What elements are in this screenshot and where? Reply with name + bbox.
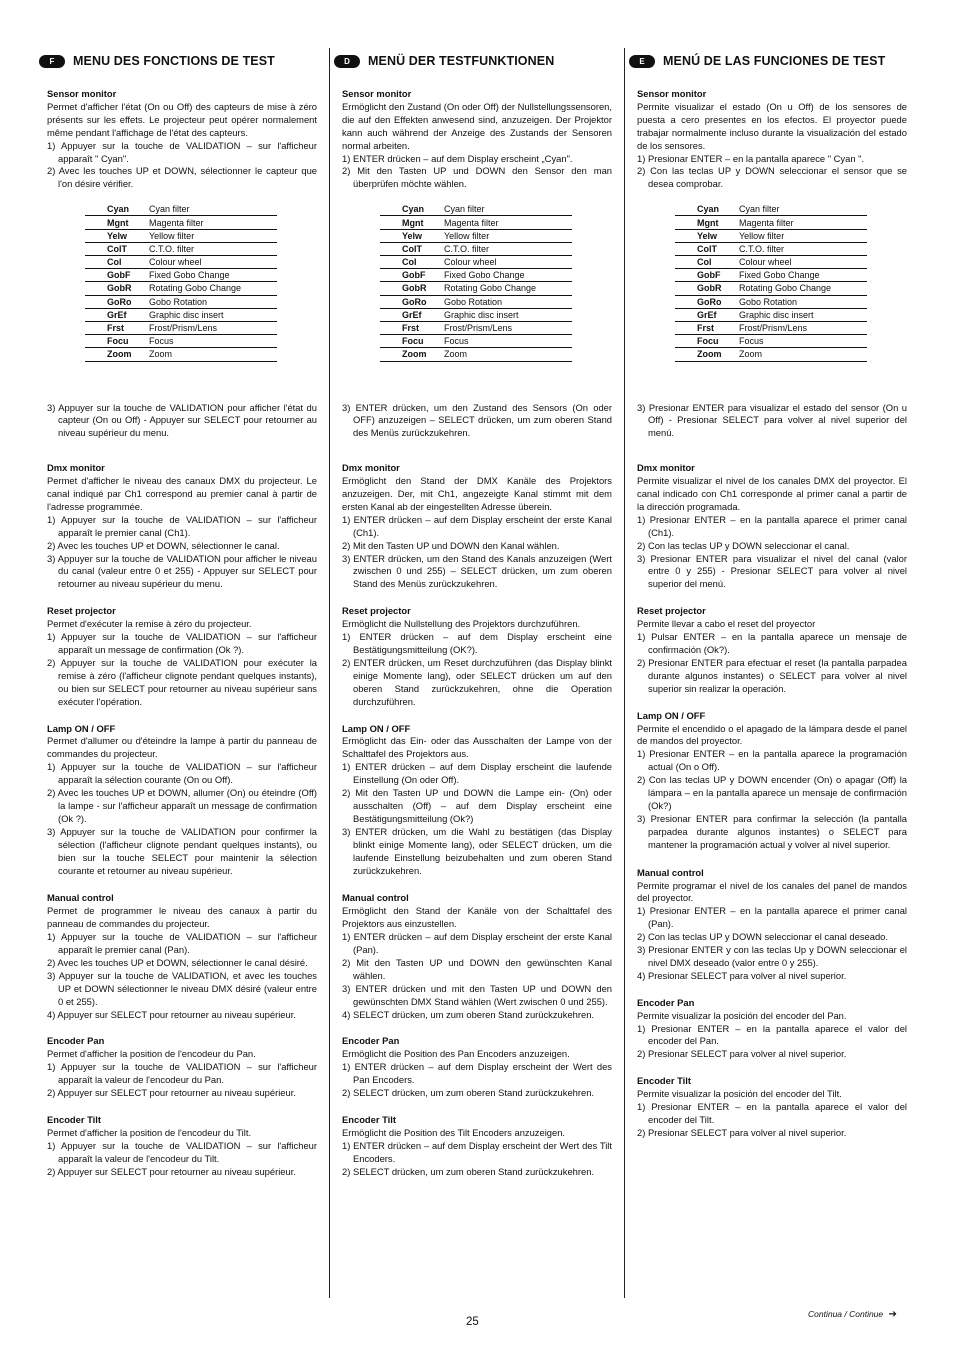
code-cell: Yelw [675,229,737,242]
section-block [637,997,907,1062]
description-cell: Magenta filter [737,216,867,229]
page-number: 25 [466,1316,479,1328]
section-intro: Permet d'afficher la position de l'encodeur du Tilt. [47,1126,252,1138]
column-header [334,50,612,72]
step-item: 1) ENTER drücken – auf dem Display erscheint die laufende Einstellung (On oder Off). [342,761,612,786]
section-intro: Permet d'afficher la position de l'encodeur du Pan. [47,1048,256,1060]
table-row [85,269,277,282]
section-block [637,605,907,695]
step-item: 1) Appuyer sur la touche de VALIDATION – sur l'afficheur apparaît le premier canal (Ch1). [47,513,317,538]
section-block [47,892,317,1021]
step-item: 2) Avec les touches UP et DOWN, sélectionner le capteur que l'on désire vérifier. [47,165,317,190]
continue-note [808,1309,897,1320]
code-cell: Col [675,256,737,269]
section-title: Encoder Tilt [47,1114,102,1125]
section-title: Manual control [637,866,704,878]
section-title: Dmx monitor [47,462,105,474]
step-item: 1) ENTER drücken – auf dem Display erscheint eine Bestätigungsmitteilung (OK?). [342,631,612,655]
table-row [380,216,572,229]
description-cell: Gobo Rotation [442,295,572,308]
description-cell: Graphic disc insert [147,308,277,321]
description-cell: Graphic disc insert [442,308,572,321]
description-cell: Gobo Rotation [147,295,277,308]
language-badge: D [334,55,360,68]
column-divider-1 [329,48,330,1298]
section-intro: Permet d'afficher l'état (On ou Off) des capteurs de mise à zéro présents sur les effets. Le projecteur peut opérer normalement même pendant l'affichage de l'état des capteurs. [47,100,317,138]
section-intro: Permite programar el nivel de los canales del panel de mandos del proyector. [637,879,907,904]
step-list [47,931,317,1021]
section-intro: Permite visualizar la posición del encoder del Tilt. [637,1088,842,1100]
section-intro: Ermöglicht den Stand der Kanäle von der Schalttafel des Projektors aus einzustellen. [342,905,612,930]
table-row [380,229,572,242]
table-row [380,335,572,348]
code-cell: Col [85,256,147,269]
step-list [342,1140,612,1179]
step-item: 1) Presionar ENTER – en la pantalla aparece el valor del encoder del Tilt. [637,1101,907,1125]
table-row [380,269,572,282]
code-cell: Focu [380,335,442,348]
description-cell: Zoom [147,348,277,361]
table-row [675,348,867,361]
step-list [637,402,907,441]
step-item: 1) Appuyer sur la touche de VALIDATION – sur l'afficheur apparaît " Cyan". [47,139,317,164]
code-cell: Frst [380,321,442,334]
section-intro: Ermöglicht die Nullstellung des Projektors durchzuführen. [342,618,581,630]
code-cell: GoRo [380,295,442,308]
section-title: Lamp ON / OFF [47,722,116,734]
description-cell: Cyan filter [442,203,572,216]
section-title: Encoder Pan [342,1035,400,1047]
description-cell: Yellow filter [737,229,867,242]
section-intro: Permite visualizar el estado (On u Off) de los sensores de puesta a cero presentes en los efectos. El proyector puede trabajar normalmente incluso durante la visualización del estado de los sensores. [637,100,907,151]
step-item: 2) SELECT drücken, um zum oberen Stand zurückzukehren. [342,1087,595,1099]
table-row [85,203,277,216]
step-list [637,1023,907,1062]
section-block [47,605,317,708]
description-cell: C.T.O. filter [737,242,867,255]
step-item: 1) Appuyer sur la touche de VALIDATION – sur l'afficheur apparaît la valeur de l'encodeur du Tilt. [47,1139,317,1164]
table-row [380,321,572,334]
section-block [637,462,907,591]
step-item: 1) ENTER drücken – auf dem Display erscheint „Cyan". [342,152,573,164]
sensor-code-table [675,203,867,361]
code-cell: GobR [380,282,442,295]
step-list [342,514,612,591]
description-cell: Colour wheel [442,256,572,269]
step-item: 3) Presionar ENTER para visualizar el estado del sensor (On u Off) - Presionar SELECT para volver al nivel superior del menú. [637,401,907,439]
arrow-right-icon: ➔ [888,1309,897,1320]
step-item: 1) ENTER drücken – auf dem Display erscheint der Wert des Tilt Encoders. [342,1139,612,1164]
sensor-code-table [85,203,277,361]
step-item: 1) Appuyer sur la touche de VALIDATION – sur l'afficheur apparaît la valeur de l'encodeur du Pan. [47,1061,317,1086]
step-list [342,402,612,441]
step-list [47,514,317,591]
description-cell: Fixed Gobo Change [442,269,572,282]
section-title: Reset projector [342,605,411,617]
section-intro: Permite visualizar la posición del encoder del Pan. [637,1009,847,1021]
step-item: 1) Appuyer sur la touche de VALIDATION – sur l'afficheur apparaît un message de confirmation (Ok ?). [47,631,317,655]
code-cell: GrEf [675,308,737,321]
step-item: 1) Presionar ENTER – en la pantalla aparece el valor del encoder del Pan. [637,1022,907,1047]
table-row [85,335,277,348]
section-intro: Permet de programmer le niveau des canaux à partir du panneau de commandes du projecteur. [47,905,317,930]
table-row [380,203,572,216]
description-cell: Rotating Gobo Change [442,282,572,295]
step-list [637,631,907,696]
step-list [47,1061,317,1100]
step-item: 3) Appuyer sur la touche de VALIDATION pour afficher l'état du capteur (On ou Off) - Appuyer sur SELECT pour retourner au niveau supérieur du menu. [47,401,317,439]
section-intro: Permet d'afficher le niveau des canaux DMX du projecteur. Le canal indiqué par Ch1 correspond au premier canal à partir de l'adresse programmée. [47,475,317,512]
section-title: Lamp ON / OFF [637,709,706,721]
step-list [637,748,907,851]
table-row [85,216,277,229]
table-row [85,308,277,321]
step-item: 3) Appuyer sur la touche de VALIDATION pour afficher le niveau du canal (valeur entre 0 et 255) - Appuyer sur SELECT pour retourner au niveau supérieur du menu. [47,552,317,590]
column-french [47,50,317,1179]
section-intro: Permite llevar a cabo el reset del proyector [637,618,816,630]
step-list [637,514,907,591]
table-row [85,229,277,242]
code-cell: Mgnt [85,216,147,229]
step-list [47,140,317,192]
step-item: 1) Presionar ENTER – en la pantalla aparece " Cyan ". [637,152,865,164]
description-cell: Zoom [442,348,572,361]
step-item: 2) Avec les touches UP et DOWN, sélectionner le canal désiré. [47,956,308,968]
step-list [47,402,317,441]
section-intro: Permet d'exécuter la remise à zéro du projecteur. [47,618,252,630]
section-intro: Permite visualizar el nivel de los canales DMX del proyector. El canal indicado con Ch1 corresponde al primer canal a partir de la dirección programada. [637,475,907,512]
step-item: 2) Con las teclas UP y DOWN encender (On) o apagar (Off) la lámpara – en la pantalla aparece un mensaje de confirmación (Ok?) [637,774,907,811]
description-cell: Magenta filter [147,216,277,229]
section-title: Encoder Pan [47,1035,105,1047]
table-row [85,256,277,269]
step-list [637,905,907,982]
code-cell: GobR [675,282,737,295]
step-item: 2) Appuyer sur SELECT pour retourner au niveau supérieur. [47,1165,296,1177]
language-badge: F [39,55,65,68]
step-item: 2) Presionar SELECT para volver al nivel superior. [637,1048,847,1060]
table-row [675,203,867,216]
section-intro: Ermöglicht den Zustand (On oder Off) der Nullstellungssensoren, die auf den Effekten anwesend sind, anzuzeigen. Der Projektor kann auch während der Anzeige des Zustands der Sensoren normal arbeiten. [342,100,612,151]
sensor-code-table [380,203,572,361]
section-block [637,1075,907,1140]
step-item: 3) Appuyer sur la touche de VALIDATION, et avec les touches UP et DOWN sélectionner le niveau DMX désiré (valeur entre 0 et 255). [47,969,317,1007]
description-cell: Colour wheel [737,256,867,269]
section-title: Encoder Pan [637,996,695,1008]
code-cell: Frst [85,321,147,334]
code-cell: Zoom [85,348,147,361]
description-cell: Rotating Gobo Change [147,282,277,295]
section-intro: Ermöglicht die Position des Tilt Encoders anzuzeigen. [342,1126,566,1138]
step-item: 2) Mit den Tasten UP und DOWN den Kanal wählen. [342,539,560,551]
section-intro: Ermöglicht die Position des Pan Encoders anzuzeigen. [342,1048,570,1060]
table-row [380,308,572,321]
table-row [85,295,277,308]
code-cell: GobF [380,269,442,282]
step-item: 2) Mit den Tasten UP und DOWN die Lampe ein- (On) oder ausschalten (Off) – auf dem Display erscheint eine Bestätigungsmitteilung (Ok?) [342,787,612,824]
step-list [342,761,612,877]
table-row [85,282,277,295]
table-row [380,282,572,295]
column-title: MENÚ DE LAS FUNCIONES DE TEST [663,53,886,68]
column-title: MENU DES FONCTIONS DE TEST [73,53,275,68]
code-cell: Col [380,256,442,269]
section-title: Sensor monitor [47,88,117,99]
section-block [342,892,612,1021]
description-cell: Zoom [737,348,867,361]
step-item: 3) Appuyer sur la touche de VALIDATION pour confirmer la sélection (l'afficheur clignote pendant quelques instants), ou bien sur la touche SELECT pour maintenir la sélection courante et retourner au niveau supérieur. [47,825,317,876]
table-row [675,282,867,295]
section-block [47,1114,317,1179]
column-german [342,50,612,1179]
step-item: 3) ENTER drücken und mit den Tasten UP und DOWN den gewünschten DMX Stand wählen (Wert zwischen 0 und 255). [342,982,612,1007]
section-title: Reset projector [47,605,116,617]
section-intro: Permet d'allumer ou d'éteindre la lampe à partir du panneau de commandes du projecteur. [47,735,317,760]
code-cell: Zoom [380,348,442,361]
section-block [637,867,907,983]
description-cell: Graphic disc insert [737,308,867,321]
section-intro: Ermöglicht den Stand der DMX Kanäle des Projektors anzuzeigen. Der, mit Ch1, angezeigte Kanal stimmt mit dem ersten Kanal ab der eingestellten Adresse überein. [342,475,612,512]
section-title: Encoder Tilt [342,1114,397,1125]
step-item: 2) Avec les touches UP et DOWN, sélectionner le canal. [47,539,280,551]
step-list [637,153,907,192]
table-row [675,269,867,282]
step-item: 2) Appuyer sur la touche de VALIDATION pour exécuter la remise à zéro (l'afficheur clignote pendant quelques instants), ou bien sur SELECT pour retourner au niveau supérieur sans exécuter l'opération. [47,656,317,707]
code-cell: Focu [85,335,147,348]
table-row [675,229,867,242]
step-item: 1) Presionar ENTER – en la pantalla aparece el primer canal (Ch1). [637,513,907,538]
table-row [380,348,572,361]
section-block [342,723,612,878]
step-item: 1) Presionar ENTER – en la pantalla aparece la programación actual (On o Off). [637,748,907,773]
section-block [342,1035,612,1100]
code-cell: GoRo [675,295,737,308]
code-cell: Cyan [380,203,442,216]
section-block [47,462,317,591]
section-title: Encoder Tilt [637,1075,692,1087]
description-cell: Magenta filter [442,216,572,229]
step-item: 3) ENTER drücken, um die Wahl zu bestätigen (das Display blinkt einige Momente lang), oder SELECT drücken, um die laufende Einstellung beizubehalten und zum oberen Stand zurückzukehren. [342,825,612,876]
code-cell: GoRo [85,295,147,308]
description-cell: Frost/Prism/Lens [442,321,572,334]
description-cell: Frost/Prism/Lens [147,321,277,334]
section-block [342,1114,612,1179]
table-row [380,295,572,308]
column-spanish [637,50,907,1140]
step-item: 1) Appuyer sur la touche de VALIDATION – sur l'afficheur apparaît le premier canal (Pan). [47,931,317,956]
table-row [675,308,867,321]
language-badge: E [629,55,655,68]
description-cell: Yellow filter [442,229,572,242]
table-row [85,242,277,255]
code-cell: GrEf [380,308,442,321]
step-item: 3) Presionar ENTER y con las teclas Up y DOWN seleccionar el nivel DMX deseado (valor entre 0 y 255). [637,944,907,968]
code-cell: Frst [675,321,737,334]
step-item: 3) ENTER drücken, um den Stand des Kanals anzuzeigen (Wert zwischen 0 und 255) – SELECT drücken, um zum oberen Stand des Menüs zurückzukehren. [342,552,612,590]
step-item: 1) Presionar ENTER – en la pantalla aparece el primer canal (Pan). [637,905,907,930]
step-item: 2) Appuyer sur SELECT pour retourner au niveau supérieur. [47,1087,296,1099]
description-cell: C.T.O. filter [442,242,572,255]
code-cell: GobR [85,282,147,295]
code-cell: GrEf [85,308,147,321]
description-cell: Cyan filter [147,203,277,216]
continue-text: Continua / Continue [808,1309,884,1319]
step-item: 2) Presionar ENTER para efectuar el reset (la pantalla parpadea durante algunos instantes) o SELECT para volver al nivel superior sin realizar la operación. [637,656,907,694]
step-item: 3) Presionar ENTER para visualizar el nivel del canal (valor entre 0 y 255) - Presionar SELECT para volver al nivel superior del menú. [637,552,907,590]
step-item: 2) Presionar SELECT para volver al nivel superior. [637,1126,847,1138]
section-title: Dmx monitor [342,462,400,474]
section-title: Sensor monitor [342,88,412,99]
description-cell: Colour wheel [147,256,277,269]
table-row [675,321,867,334]
table-row [675,256,867,269]
table-row [675,335,867,348]
description-cell: Fixed Gobo Change [737,269,867,282]
description-cell: Focus [442,335,572,348]
step-item: 2) Con las teclas UP y DOWN seleccionar el canal. [637,539,850,551]
code-cell: Zoom [675,348,737,361]
step-item: 1) ENTER drücken – auf dem Display erscheint der Wert des Pan Encoders. [342,1061,612,1086]
section-block [637,710,907,852]
code-cell: Cyan [675,203,737,216]
code-cell: GobF [85,269,147,282]
description-cell: Rotating Gobo Change [737,282,867,295]
section-title: Lamp ON / OFF [342,722,411,734]
description-cell: Cyan filter [737,203,867,216]
step-item: 2) Mit den Tasten UP und DOWN den Sensor den man überprüfen möchte wählen. [342,165,612,190]
section-title: Manual control [47,892,114,904]
section-intro: Permite el encendido o el apagado de la lámpara desde el panel de mandos del proyector. [637,722,907,747]
column-header [629,50,907,72]
section-intro: Ermöglicht das Ein- oder das Ausschalten der Lampe von der Schalttafel des Projektors aus. [342,735,612,760]
step-item: 1) Appuyer sur la touche de VALIDATION – sur l'afficheur apparaît la sélection courante (On ou Off). [47,761,317,786]
step-list [342,153,612,192]
step-item: 4) Presionar SELECT para volver al nivel superior. [637,969,847,981]
step-item: 1) Pulsar ENTER – en la pantalla aparece un mensaje de confirmación (Ok?). [637,631,907,655]
step-item: 2) Mit den Tasten UP und DOWN den gewünschten Kanal wählen. [342,956,612,981]
step-list [47,761,317,877]
table-row [675,295,867,308]
description-cell: Focus [737,335,867,348]
code-cell: Yelw [380,229,442,242]
column-header [39,50,317,72]
table-row [85,348,277,361]
step-item: 2) SELECT drücken, um zum oberen Stand zurückzukehren. [342,1165,595,1177]
table-row [675,216,867,229]
section-title: Reset projector [637,605,706,617]
step-item: 1) ENTER drücken – auf dem Display erscheint der erste Kanal (Ch1). [342,513,612,538]
code-cell: ColT [675,242,737,255]
code-cell: Cyan [85,203,147,216]
step-item: 2) Avec les touches UP et DOWN, allumer (On) ou éteindre (Off) la lampe - sur l'afficheur apparaît un message de confirmation (Ok ?). [47,787,317,824]
step-list [47,631,317,708]
step-item: 1) ENTER drücken – auf dem Display erscheint der erste Kanal (Pan). [342,931,612,956]
section-block [342,605,612,708]
code-cell: ColT [85,242,147,255]
code-cell: ColT [380,242,442,255]
section-title: Manual control [342,892,409,904]
description-cell: Yellow filter [147,229,277,242]
table-row [380,256,572,269]
code-cell: Mgnt [380,216,442,229]
section-block [342,462,612,591]
section-title: Sensor monitor [637,88,707,99]
section-title: Dmx monitor [637,462,695,474]
column-title: MENÜ DER TESTFUNKTIONEN [368,53,555,68]
description-cell: Fixed Gobo Change [147,269,277,282]
step-item: 3) Presionar ENTER para confirmar la selección (la pantalla parpadea durante algunos instantes) o SELECT para mantener la programación actual y volver al nivel superior. [637,812,907,850]
step-list [342,931,612,1021]
table-row [675,242,867,255]
step-list [342,1061,612,1100]
code-cell: Mgnt [675,216,737,229]
description-cell: Frost/Prism/Lens [737,321,867,334]
description-cell: Gobo Rotation [737,295,867,308]
section-block [47,723,317,878]
section-block [47,1035,317,1100]
code-cell: GobF [675,269,737,282]
table-row [380,242,572,255]
step-list [342,631,612,708]
step-item: 2) Con las teclas UP y DOWN seleccionar el sensor que se desea comprobar. [637,165,907,190]
step-item: 4) Appuyer sur SELECT pour retourner au niveau supérieur. [47,1008,296,1020]
table-row [85,321,277,334]
column-divider-2 [624,48,625,1298]
code-cell: Focu [675,335,737,348]
step-item: 4) SELECT drücken, um zum oberen Stand zurückzukehren. [342,1008,595,1020]
code-cell: Yelw [85,229,147,242]
step-item: 2) Con las teclas UP y DOWN seleccionar el canal deseado. [637,931,888,943]
step-list [637,1101,907,1140]
description-cell: C.T.O. filter [147,242,277,255]
step-item: 2) ENTER drücken, um Reset durchzuführen (das Display blinkt einige Momente lang), oder SELECT drücken um auf den oberen Stand zurückzukehren, ohne die Operation durchzuführen. [342,656,612,707]
description-cell: Focus [147,335,277,348]
step-item: 3) ENTER drücken, um den Zustand des Sensors (On oder OFF) anzuzeigen – SELECT drücken, um zum oberen Stand des Menüs zurückzukehren. [342,401,612,439]
step-list [47,1140,317,1179]
